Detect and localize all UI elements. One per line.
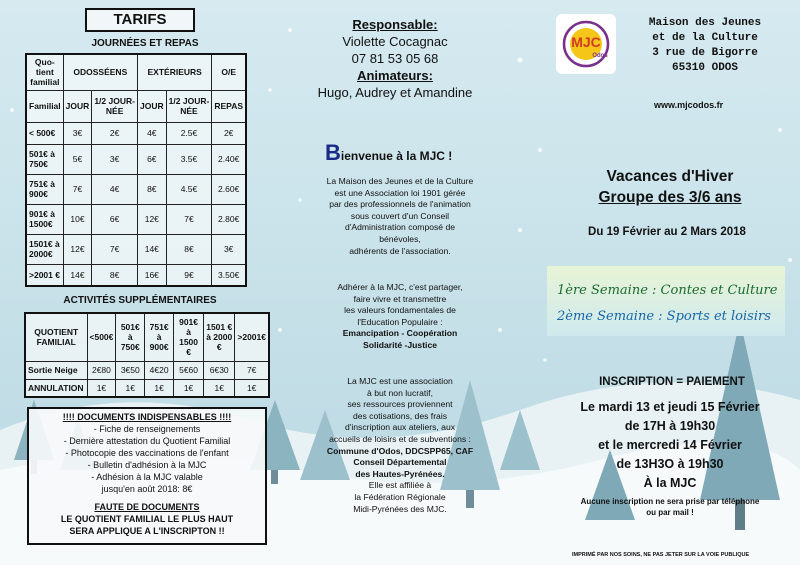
cell: 2.80€	[212, 204, 246, 234]
cell: 4€20	[145, 361, 174, 379]
row-label: 501€ à 750€	[26, 144, 63, 174]
welcome-text: ienvenue à la MJC !	[340, 149, 453, 163]
text-line: bénévoles,	[379, 233, 421, 244]
docs-title: !!!! DOCUMENTS INDISPENSABLES !!!!	[62, 412, 232, 422]
header-qf: QUOTIENT FAMILIAL	[25, 313, 87, 361]
time-line: de 17H à 19h30	[624, 419, 716, 433]
text-line: accueils de loisirs et de subventions :	[329, 433, 471, 444]
note-line: ou par mail !	[646, 508, 694, 517]
header-odos: ODOSSÉENS	[63, 54, 137, 90]
header-qf: Quo-tient familial	[26, 54, 63, 90]
row-label: 751€ à 900€	[26, 174, 63, 204]
time-line: de 13H3O à 19h30	[616, 457, 724, 471]
text-line: l'Education Populaire :	[357, 316, 443, 327]
responsable-name: Violette Cocagnac	[342, 34, 448, 49]
week-1: 1ère Semaine : Contes et Culture	[557, 283, 778, 298]
footer-note: IMPRIMÉ PAR NOS SOINS, NE PAS JETER SUR LA VOIE PUBLIQUE	[572, 552, 750, 558]
cell: 2€80	[87, 361, 116, 379]
col-header: <500€	[87, 313, 116, 361]
header-repas: REPAS	[212, 90, 246, 122]
cell: 3.5€	[166, 144, 212, 174]
faute-line: LE QUOTIENT FAMILIAL LE PLUS HAUT	[60, 514, 234, 524]
docs-item: - Adhésion à la MJC valable	[91, 472, 203, 482]
animateurs-label: Animateurs:	[357, 68, 433, 83]
text-line: La MJC est une association	[347, 376, 453, 386]
docs-item: - Fiche de renseignements	[93, 424, 201, 434]
row-label: 901€ à 1500€	[26, 204, 63, 234]
header-demi: 1/2 JOUR-NÉE	[166, 90, 212, 122]
cell: 3€50	[116, 361, 145, 379]
mjc-logo	[556, 14, 616, 74]
cell: 7€	[166, 204, 212, 234]
text-line: La Maison des Jeunes et de la Culture	[326, 176, 474, 186]
text-line: par des professionnels de l'animation	[329, 199, 471, 210]
header-ext: EXTÉRIEURS	[138, 54, 212, 90]
cell: 12€	[138, 204, 167, 234]
text-line: les valeurs fondamentales de	[344, 305, 456, 316]
funding-paragraph	[300, 376, 500, 515]
animateurs-names: Hugo, Audrey et Amandine	[317, 85, 473, 100]
cell: 2€	[92, 122, 138, 144]
values-bold: Emancipation - Coopération	[342, 328, 458, 339]
website-link[interactable]: www.mjcodos.fr	[654, 100, 724, 110]
text-line: Elle est affiliée à	[368, 480, 432, 491]
logo-subtext: Odos	[592, 53, 608, 59]
values-bold: Solidarité -Justice	[362, 339, 438, 350]
row-label: 1501€ à 2000€	[26, 234, 63, 264]
time-line: À la MJC	[643, 476, 697, 490]
funders-bold: Commune d'Odos, DDCSPP65, CAF	[326, 445, 474, 456]
responsable-block	[295, 16, 495, 101]
header-demi: 1/2 JOUR-NÉE	[92, 90, 138, 122]
cell: 3€	[92, 144, 138, 174]
time-line: et le mercredi 14 Février	[598, 438, 742, 452]
table-row	[26, 122, 246, 144]
inscription-note	[560, 496, 780, 518]
text-line: ses ressources proviennent	[347, 399, 453, 410]
mjc-logo-icon	[556, 14, 616, 74]
cell: 1€	[116, 379, 145, 397]
cell: 5€	[63, 144, 92, 174]
phone-number: 07 81 53 05 68	[351, 51, 439, 66]
intro-paragraph	[300, 176, 500, 257]
col-header: 751€ à 900€	[145, 313, 174, 361]
col-header: 501€ à 750€	[116, 313, 145, 361]
cell: 6€	[138, 144, 167, 174]
cell: 1€	[204, 379, 235, 397]
text-line: des cotisations, des frais	[352, 410, 448, 421]
docs-item: - Dernière attestation du Quotient Familial	[63, 436, 231, 446]
cell: 8€	[166, 234, 212, 264]
time-line: Le mardi 13 et jeudi 15 Février	[580, 400, 760, 414]
docs-item: jusqu'en août 2018: 8€	[101, 484, 193, 494]
journees-title: JOURNÉES ET REPAS	[91, 38, 199, 49]
table-row	[26, 204, 246, 234]
activites-title: ACTIVITÉS SUPPLÉMENTAIRES	[63, 295, 217, 306]
cell: 3€	[63, 122, 92, 144]
header-jour: JOUR	[63, 90, 92, 122]
activites-table	[24, 312, 270, 398]
text-line: Midi-Pyrénées des MJC.	[353, 503, 447, 514]
col-header: >2001€	[235, 313, 269, 361]
text-line: la Fédération Régionale	[354, 491, 446, 502]
values-paragraph	[300, 282, 500, 352]
text-line: d'inscription aux ateliers, aux	[344, 422, 456, 433]
docs-item: - Photocopie des vaccinations de l'enfant	[65, 448, 229, 458]
cell: 2.5€	[166, 122, 212, 144]
inscription-title: INSCRIPTION = PAIEMENT	[599, 376, 745, 388]
funders-bold: Conseil Départemental	[353, 457, 447, 468]
event-title	[570, 166, 770, 208]
cell: 16€	[138, 264, 167, 286]
note-line: Aucune inscription ne sera prise par téléphone	[580, 497, 760, 506]
table-row	[26, 234, 246, 264]
documents-box	[27, 407, 267, 545]
text-line: d'Administration composé de	[344, 222, 456, 233]
address-line: 65310 ODOS	[671, 62, 738, 74]
cell: 1€	[87, 379, 116, 397]
event-title-line: Vacances d'Hiver	[606, 168, 734, 185]
row-label: >2001 €	[26, 264, 63, 286]
cell: 10€	[63, 204, 92, 234]
text-line: à but non lucratif,	[367, 387, 433, 398]
week-2: 2ème Semaine : Sports et loisirs	[557, 309, 771, 324]
cell: 5€60	[174, 361, 204, 379]
address-line: 3 rue de Bigorre	[652, 47, 758, 59]
inscription-times	[560, 398, 780, 493]
table-row	[26, 144, 246, 174]
cell: 2.60€	[212, 174, 246, 204]
cell: 8€	[138, 174, 167, 204]
text-line: adhérents de l'association.	[349, 245, 451, 256]
table-row	[25, 379, 269, 397]
header-jour: JOUR	[138, 90, 167, 122]
cell: 8€	[92, 264, 138, 286]
header-oe: O/E	[212, 54, 246, 90]
col-header: 901€ à 1500 €	[174, 313, 204, 361]
address-line: et de la Culture	[652, 32, 758, 44]
text-line: faire vivre et transmettre	[353, 293, 447, 304]
logo-text: MJC	[571, 34, 601, 50]
cell: 6€	[92, 204, 138, 234]
faute-title: FAUTE DE DOCUMENTS	[94, 502, 200, 512]
row-label: < 500€	[26, 122, 63, 144]
address-block	[630, 16, 780, 76]
table-row	[25, 361, 269, 379]
header-familial: Familial	[26, 90, 63, 122]
faute-line: SERA APPLIQUE A L'INSCRIPTON !!	[69, 526, 225, 536]
tarifs-table	[25, 53, 247, 287]
cell: 3€	[212, 234, 246, 264]
cell: 14€	[63, 264, 92, 286]
welcome-initial: B	[325, 140, 341, 165]
cell: 9€	[166, 264, 212, 286]
docs-item: - Bulletin d'adhésion à la MJC	[87, 460, 207, 470]
cell: 6€30	[204, 361, 235, 379]
row-label: ANNULATION	[25, 379, 87, 397]
text-line: Adhérer à la MJC, c'est partager,	[337, 282, 463, 292]
table-row	[26, 264, 246, 286]
row-label: Sortie Neige	[25, 361, 87, 379]
weeks-box	[547, 266, 785, 336]
text-line: sous couvert d'un Conseil	[350, 210, 450, 221]
funders-bold: des Hautes-Pyrénées.	[355, 468, 445, 479]
cell: 7€	[235, 361, 269, 379]
cell: 14€	[138, 234, 167, 264]
tarifs-title: TARIFS	[85, 8, 195, 32]
table-row	[26, 174, 246, 204]
cell: 1€	[145, 379, 174, 397]
cell: 12€	[63, 234, 92, 264]
cell: 3.50€	[212, 264, 246, 286]
cell: 4.5€	[166, 174, 212, 204]
cell: 1€	[174, 379, 204, 397]
cell: 2.40€	[212, 144, 246, 174]
cell: 4€	[92, 174, 138, 204]
cell: 7€	[63, 174, 92, 204]
cell: 1€	[235, 379, 269, 397]
welcome-heading	[325, 140, 452, 166]
col-header: 1501 € à 2000 €	[204, 313, 235, 361]
text-line: est une Association loi 1901 gérée	[334, 187, 466, 198]
cell: 4€	[138, 122, 167, 144]
responsable-label: Responsable:	[352, 17, 438, 32]
address-line: Maison des Jeunes	[648, 17, 762, 29]
cell: 7€	[92, 234, 138, 264]
event-dates: Du 19 Février au 2 Mars 2018	[588, 226, 746, 238]
cell: 2€	[212, 122, 246, 144]
event-group: Groupe des 3/6 ans	[598, 189, 742, 206]
